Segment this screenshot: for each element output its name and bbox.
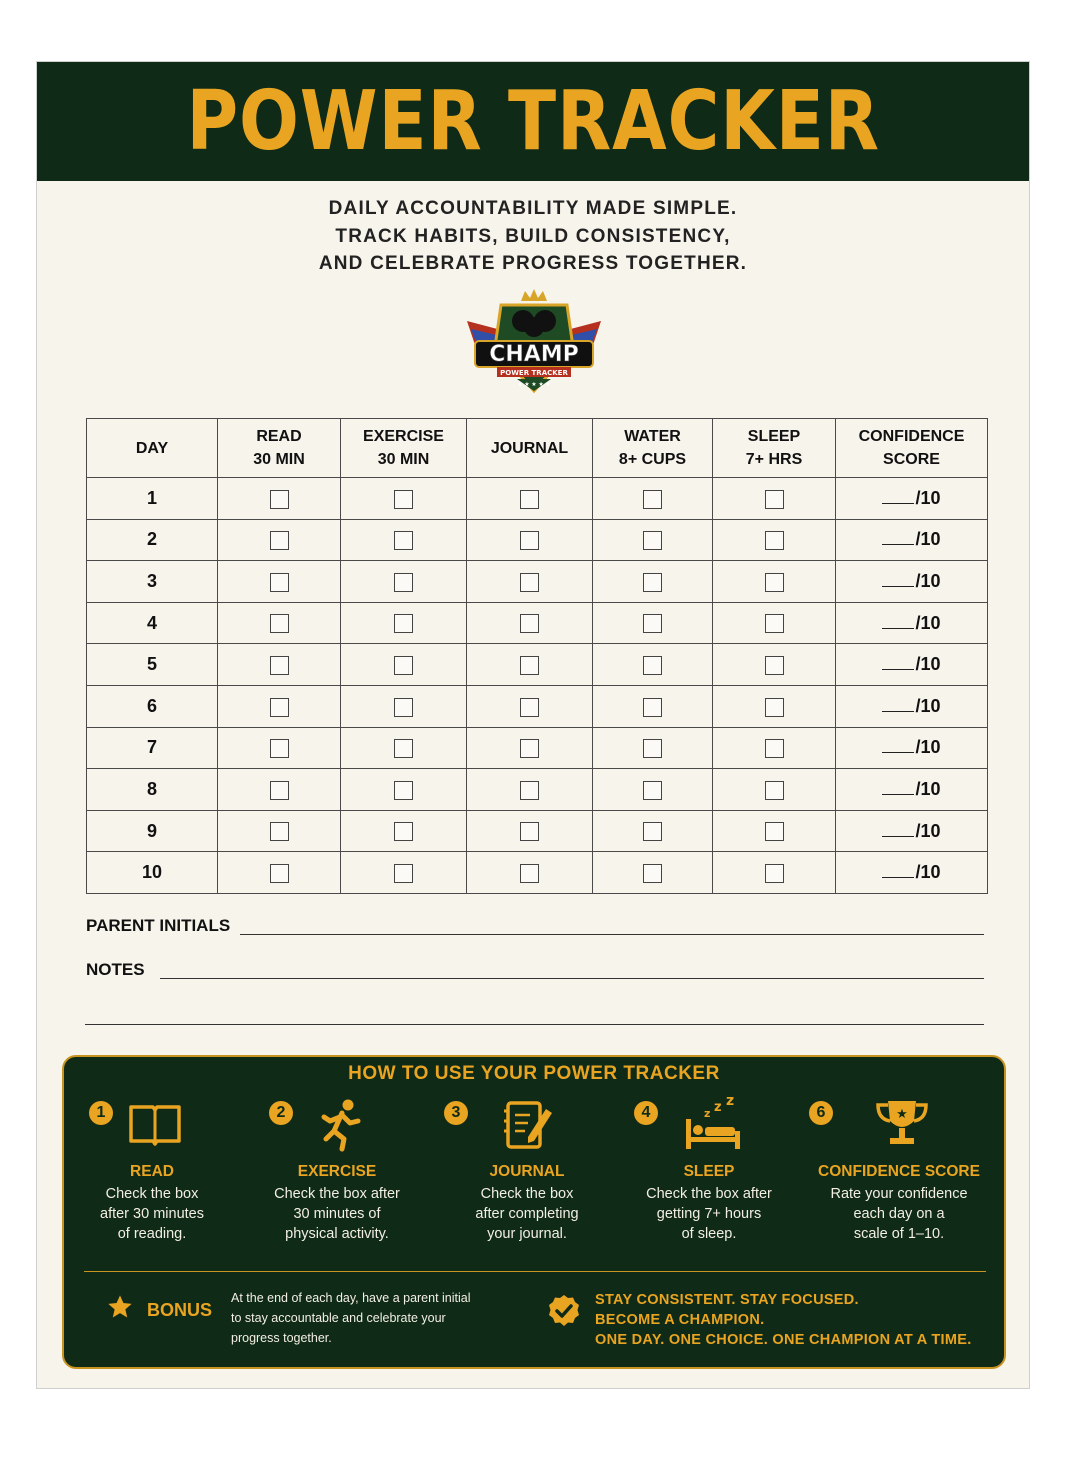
exercise-checkbox[interactable]	[394, 864, 413, 883]
checkbox-cell	[593, 602, 713, 644]
step-number: 3	[444, 1101, 468, 1125]
sleep-checkbox[interactable]	[765, 656, 784, 675]
sleep-checkbox[interactable]	[765, 573, 784, 592]
notes-line[interactable]	[160, 978, 984, 979]
checkbox-cell	[341, 561, 467, 603]
table-row	[87, 561, 988, 603]
sleep-checkbox[interactable]	[765, 698, 784, 717]
step-description: Rate your confidence each day on a scale of 1–10.	[830, 1186, 968, 1242]
score-blank[interactable]	[882, 699, 914, 712]
exercise-checkbox[interactable]	[394, 781, 413, 800]
score-suffix: /10	[915, 654, 941, 675]
checkbox-cell	[341, 852, 467, 894]
journal-icon	[500, 1097, 556, 1153]
step-number: 6	[809, 1101, 833, 1125]
column-header: DAY	[87, 419, 218, 478]
water-checkbox[interactable]	[643, 573, 662, 592]
confidence-score-cell	[836, 810, 988, 852]
checkbox-cell	[593, 685, 713, 727]
day-number: 5	[87, 644, 218, 686]
step-label: JOURNAL	[489, 1163, 565, 1180]
score-suffix: /10	[915, 778, 941, 799]
journal-checkbox[interactable]	[520, 822, 539, 841]
read-checkbox[interactable]	[270, 656, 289, 675]
confidence-score-cell	[836, 852, 988, 894]
tagline-line: DAILY ACCOUNTABILITY MADE SIMPLE.	[328, 198, 738, 219]
score-blank[interactable]	[882, 532, 914, 545]
notes-label: NOTES	[86, 960, 145, 979]
checkbox-cell	[467, 478, 593, 520]
column-header: WATER 8+ CUPS	[593, 419, 713, 478]
table-row	[87, 478, 988, 520]
svg-text:z: z	[726, 1097, 735, 1109]
confidence-score-cell	[836, 769, 988, 811]
checkbox-cell	[713, 519, 836, 561]
exercise-checkbox[interactable]	[394, 614, 413, 633]
read-checkbox[interactable]	[270, 490, 289, 509]
checkbox-cell	[713, 769, 836, 811]
score-blank[interactable]	[882, 740, 914, 753]
score-blank[interactable]	[882, 491, 914, 504]
checkbox-cell	[341, 519, 467, 561]
water-checkbox[interactable]	[643, 656, 662, 675]
checkbox-cell	[218, 519, 341, 561]
journal-checkbox[interactable]	[520, 739, 539, 758]
table-row	[87, 602, 988, 644]
day-number: 3	[87, 561, 218, 603]
sleep-checkbox[interactable]	[765, 490, 784, 509]
journal-checkbox[interactable]	[520, 490, 539, 509]
trophy-icon	[872, 1097, 932, 1153]
table-row	[87, 644, 988, 686]
bonus-label: BONUS	[147, 1300, 213, 1320]
day-number: 6	[87, 685, 218, 727]
tagline-line: TRACK HABITS, BUILD CONSISTENCY,	[335, 225, 731, 247]
checkbox-cell	[593, 727, 713, 769]
water-checkbox[interactable]	[643, 698, 662, 717]
confidence-score-cell	[836, 561, 988, 603]
score-blank[interactable]	[882, 782, 914, 795]
column-header: JOURNAL	[467, 419, 593, 478]
panel-divider	[84, 1271, 986, 1272]
book-icon	[127, 1097, 183, 1153]
checkbox-cell	[341, 602, 467, 644]
confidence-score-cell	[836, 519, 988, 561]
checkbox-cell	[593, 769, 713, 811]
step-description: Check the box after 30 minutes of reading.	[100, 1186, 204, 1242]
checkbox-cell	[341, 810, 467, 852]
day-number: 2	[87, 519, 218, 561]
journal-checkbox[interactable]	[520, 573, 539, 592]
checkbox-cell	[467, 727, 593, 769]
checkbox-cell	[218, 852, 341, 894]
journal-checkbox[interactable]	[520, 656, 539, 675]
logo-sub-text: POWER TRACKER	[500, 369, 568, 377]
step-number: 2	[269, 1101, 293, 1125]
score-suffix: /10	[915, 737, 941, 758]
journal-checkbox[interactable]	[520, 864, 539, 883]
score-suffix: /10	[915, 570, 941, 591]
check-badge-icon	[546, 1293, 582, 1329]
checkbox-cell	[467, 644, 593, 686]
checkbox-cell	[593, 852, 713, 894]
read-checkbox[interactable]	[270, 781, 289, 800]
tracker-sheet	[36, 61, 1030, 1389]
tagline	[37, 195, 1029, 278]
step-label: READ	[130, 1163, 174, 1180]
score-blank[interactable]	[882, 616, 914, 629]
table-row	[87, 810, 988, 852]
step-description: Check the box after getting 7+ hours of sleep.	[646, 1186, 772, 1242]
water-checkbox[interactable]	[643, 822, 662, 841]
sleep-checkbox[interactable]	[765, 864, 784, 883]
runner-icon	[312, 1097, 368, 1153]
checkbox-cell	[341, 644, 467, 686]
checkbox-cell	[467, 769, 593, 811]
checkbox-cell	[713, 810, 836, 852]
checkbox-cell	[713, 685, 836, 727]
journal-checkbox[interactable]	[520, 614, 539, 633]
notes-line-extra[interactable]	[85, 1024, 984, 1025]
parent-initials-line[interactable]	[240, 934, 984, 935]
step-description: Check the box after 30 minutes of physical activity.	[274, 1186, 400, 1242]
checkbox-cell	[467, 602, 593, 644]
step-label: SLEEP	[683, 1163, 735, 1180]
water-checkbox[interactable]	[643, 864, 662, 883]
checkbox-cell	[218, 769, 341, 811]
day-number: 1	[87, 478, 218, 520]
exercise-checkbox[interactable]	[394, 739, 413, 758]
checkbox-cell	[467, 852, 593, 894]
table-row	[87, 519, 988, 561]
sleep-checkbox[interactable]	[765, 822, 784, 841]
bonus-text: At the end of each day, have a parent initial to stay accountable and celebrate your progress together.	[231, 1291, 471, 1345]
svg-text:z: z	[704, 1107, 711, 1120]
checkbox-cell	[218, 685, 341, 727]
journal-checkbox[interactable]	[520, 781, 539, 800]
sleep-checkbox[interactable]	[765, 531, 784, 550]
read-checkbox[interactable]	[270, 531, 289, 550]
how-to-title: HOW TO USE YOUR POWER TRACKER	[348, 1063, 720, 1084]
svg-text:z: z	[714, 1100, 722, 1115]
exercise-checkbox[interactable]	[394, 531, 413, 550]
table-row	[87, 685, 988, 727]
day-number: 8	[87, 769, 218, 811]
day-number: 10	[87, 852, 218, 894]
score-blank[interactable]	[882, 824, 914, 837]
exercise-checkbox[interactable]	[394, 656, 413, 675]
column-header: READ 30 MIN	[218, 419, 341, 478]
checkbox-cell	[218, 644, 341, 686]
checkbox-cell	[467, 810, 593, 852]
table-body	[87, 478, 988, 894]
day-number: 4	[87, 602, 218, 644]
water-checkbox[interactable]	[643, 490, 662, 509]
score-suffix: /10	[915, 862, 941, 883]
step-label: EXERCISE	[297, 1163, 377, 1180]
journal-checkbox[interactable]	[520, 698, 539, 717]
read-checkbox[interactable]	[270, 739, 289, 758]
page-title: POWER TRACKER	[186, 74, 880, 169]
score-blank[interactable]	[882, 865, 914, 878]
score-blank[interactable]	[882, 657, 914, 670]
table-row	[87, 769, 988, 811]
read-checkbox[interactable]	[270, 698, 289, 717]
checkbox-cell	[593, 519, 713, 561]
motto-text: STAY CONSISTENT. STAY FOCUSED. BECOME A CHAMPION. ONE DAY. ONE CHOICE. ONE CHAMPION AT A TIME.	[595, 1292, 972, 1348]
habit-table	[86, 418, 988, 894]
day-number: 9	[87, 810, 218, 852]
star-icon	[106, 1293, 134, 1321]
score-suffix: /10	[915, 529, 941, 550]
checkbox-cell	[467, 685, 593, 727]
sleep-icon	[680, 1097, 744, 1153]
exercise-checkbox[interactable]	[394, 822, 413, 841]
read-checkbox[interactable]	[270, 864, 289, 883]
day-number: 7	[87, 727, 218, 769]
parent-initials-label: PARENT INITIALS	[86, 916, 231, 935]
sleep-checkbox[interactable]	[765, 781, 784, 800]
logo-main-text: CHAMP	[489, 342, 579, 367]
column-header: EXERCISE 30 MIN	[341, 419, 467, 478]
checkbox-cell	[218, 478, 341, 520]
step-number: 1	[89, 1101, 113, 1125]
column-header: CONFIDENCE SCORE	[836, 419, 988, 478]
confidence-score-cell	[836, 644, 988, 686]
checkbox-cell	[713, 478, 836, 520]
exercise-checkbox[interactable]	[394, 573, 413, 592]
water-checkbox[interactable]	[643, 614, 662, 633]
checkbox-cell	[713, 644, 836, 686]
checkbox-cell	[467, 519, 593, 561]
column-header: SLEEP 7+ HRS	[713, 419, 836, 478]
read-checkbox[interactable]	[270, 573, 289, 592]
champ-logo	[461, 287, 607, 399]
confidence-score-cell	[836, 685, 988, 727]
exercise-checkbox[interactable]	[394, 698, 413, 717]
how-to-panel	[62, 1055, 1006, 1369]
checkbox-cell	[593, 644, 713, 686]
checkbox-cell	[341, 478, 467, 520]
checkbox-cell	[593, 561, 713, 603]
confidence-score-cell	[836, 727, 988, 769]
step-description: Check the box after completing your journal.	[475, 1186, 579, 1242]
journal-checkbox[interactable]	[520, 531, 539, 550]
checkbox-cell	[341, 769, 467, 811]
header-banner	[37, 62, 1029, 181]
checkbox-cell	[218, 810, 341, 852]
checkbox-cell	[593, 810, 713, 852]
checkbox-cell	[713, 852, 836, 894]
checkbox-cell	[713, 727, 836, 769]
score-suffix: /10	[915, 695, 941, 716]
score-blank[interactable]	[882, 574, 914, 587]
step-label: CONFIDENCE SCORE	[818, 1163, 980, 1180]
checkbox-cell	[218, 602, 341, 644]
table-header-row	[87, 419, 988, 478]
table-row	[87, 852, 988, 894]
sleep-checkbox[interactable]	[765, 614, 784, 633]
checkbox-cell	[341, 727, 467, 769]
checkbox-cell	[341, 685, 467, 727]
confidence-score-cell	[836, 602, 988, 644]
checkbox-cell	[218, 727, 341, 769]
read-checkbox[interactable]	[270, 822, 289, 841]
tagline-line: AND CELEBRATE PROGRESS TOGETHER.	[318, 253, 748, 274]
sleep-checkbox[interactable]	[765, 739, 784, 758]
score-suffix: /10	[915, 820, 941, 841]
score-suffix: /10	[915, 487, 941, 508]
read-checkbox[interactable]	[270, 614, 289, 633]
water-checkbox[interactable]	[643, 781, 662, 800]
score-suffix: /10	[915, 612, 941, 633]
checkbox-cell	[713, 602, 836, 644]
checkbox-cell	[713, 561, 836, 603]
svg-text:★ ★ ★ ★ ★: ★ ★ ★ ★ ★	[517, 382, 551, 388]
checkbox-cell	[218, 561, 341, 603]
water-checkbox[interactable]	[643, 531, 662, 550]
exercise-checkbox[interactable]	[394, 490, 413, 509]
water-checkbox[interactable]	[643, 739, 662, 758]
checkbox-cell	[593, 478, 713, 520]
checkbox-cell	[467, 561, 593, 603]
confidence-score-cell	[836, 478, 988, 520]
step-number: 4	[634, 1101, 658, 1125]
svg-text:★: ★	[896, 1106, 908, 1121]
table-row	[87, 727, 988, 769]
